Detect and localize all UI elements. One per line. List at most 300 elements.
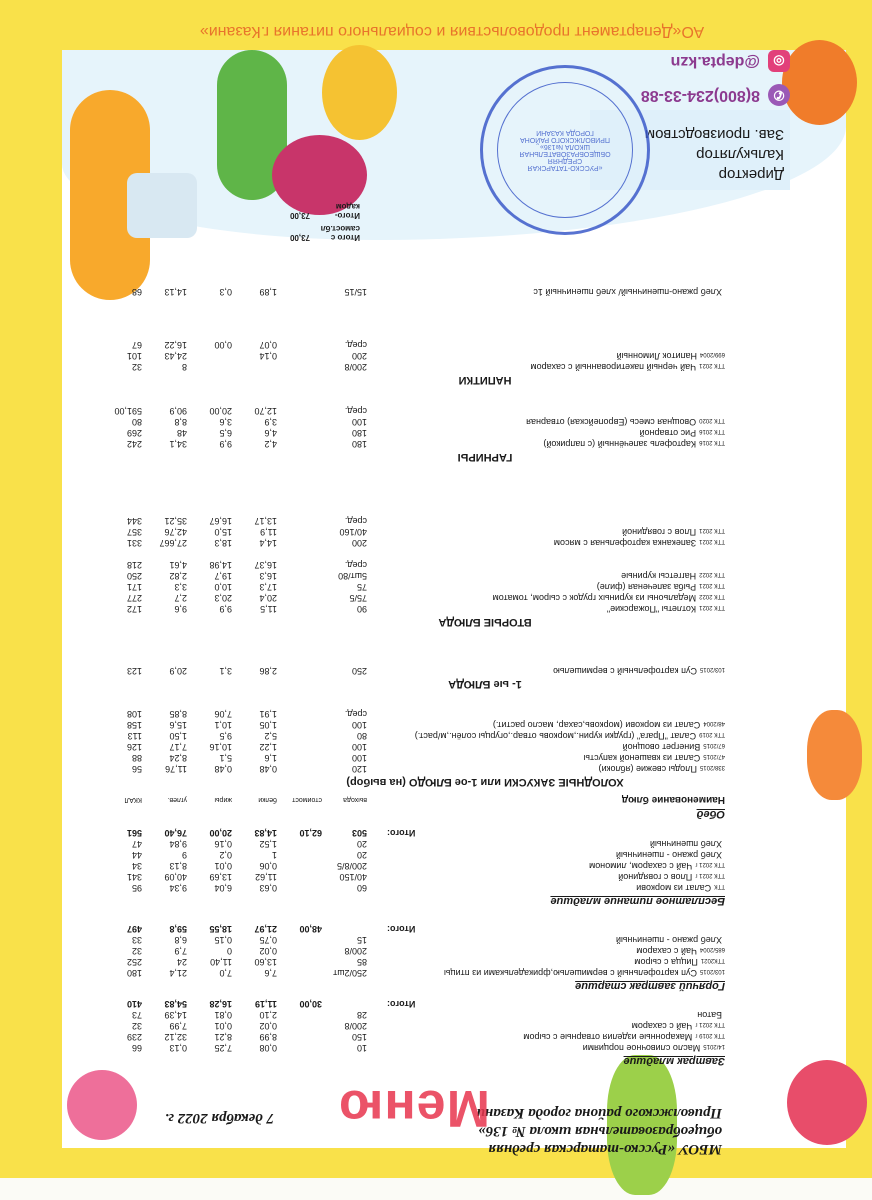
dish-name: Чай с сахаром — [631, 1021, 693, 1031]
official-stamp — [480, 65, 650, 235]
cell-protein: 3,9 — [264, 417, 277, 427]
total-row — [85, 923, 725, 934]
dish-name: Наггетсы куриные — [621, 571, 697, 581]
dish-name: Чай с сахаром, лимоном — [589, 861, 693, 871]
dish-name: Картофель запечённый (с паприкой) — [543, 439, 697, 449]
cell-carb: 34,1 — [169, 439, 187, 449]
cell-protein: 0,07 — [259, 340, 277, 350]
dish-name: Медальоны из куриных грудок с сыром, томатом — [492, 593, 697, 603]
total-row — [85, 998, 725, 1009]
cell-out: 180 — [351, 428, 367, 438]
carrot-illustration — [807, 710, 862, 800]
cell-kcal: 591,00 — [114, 406, 142, 416]
total-kcal: 561 — [126, 828, 142, 838]
col-name: Наименование блюд — [621, 794, 725, 805]
cell-protein: 13,17 — [254, 516, 277, 526]
pear-illustration — [322, 45, 397, 140]
section-heading: Бесплатное питание младшие — [550, 895, 725, 907]
cell-kcal: 113 — [127, 731, 142, 741]
cell-kcal: 239 — [126, 1032, 142, 1042]
cell-kcal: 66 — [131, 1043, 142, 1053]
cell-out: сред. — [344, 340, 367, 350]
cell-out: сред. — [344, 709, 367, 719]
dish-code: ТТК — [714, 883, 725, 889]
cell-out: 200/8 — [344, 362, 367, 372]
dish-code: 699/2004 — [699, 351, 725, 357]
table-row — [85, 763, 725, 774]
cell-kcal: 32 — [131, 1021, 142, 1031]
cell-kcal: 252 — [126, 957, 142, 967]
cell-fat: 0,16 — [214, 839, 232, 849]
cell-carb: 16,22 — [164, 340, 187, 350]
cell-carb: 15,6 — [169, 720, 187, 730]
table-row — [85, 548, 725, 559]
cell-kcal: 44 — [131, 850, 142, 860]
table-row — [85, 592, 725, 603]
yellow-band — [0, 0, 62, 1178]
cell-carb: 8,8 — [174, 417, 187, 427]
cell-protein: 2,10 — [259, 1010, 277, 1020]
total-label-group — [335, 202, 360, 220]
cell-out: 200/8 — [344, 946, 367, 956]
cell-out: 10 — [356, 1043, 367, 1053]
cell-out: 250 — [351, 666, 367, 676]
cell-protein: 20,4 — [259, 593, 277, 603]
cell-carb: 7,99 — [169, 1021, 187, 1031]
cell-kcal: 344 — [126, 516, 142, 526]
cell-carb: 8 — [181, 362, 187, 372]
cell-out: 150 — [351, 1032, 367, 1042]
cell-cost — [277, 284, 322, 297]
cell-fat: 3,1 — [219, 666, 232, 676]
table-row — [85, 708, 725, 719]
cell-protein: 0,02 — [259, 1021, 277, 1031]
total-out: 503 — [351, 828, 367, 838]
table-row — [85, 416, 725, 427]
cell-protein: 16,3 — [259, 571, 277, 581]
cell-fat: 0 — [226, 946, 232, 956]
cell-cost — [277, 706, 322, 719]
cell-fat: 13,69 — [209, 872, 232, 882]
cell-cost — [277, 663, 322, 676]
section-free-meal-junior — [85, 827, 725, 907]
cell-carb: 8,24 — [169, 753, 187, 763]
cell-kcal: 32 — [131, 362, 142, 372]
cell-carb: 3,3 — [174, 582, 187, 592]
total-out — [322, 998, 367, 1009]
table-row — [85, 967, 725, 978]
phone-contact — [641, 84, 790, 106]
table-row — [85, 526, 725, 537]
cell-protein: 1,52 — [259, 839, 277, 849]
section-hot-breakfast-senior — [85, 923, 725, 992]
table-row — [85, 515, 725, 526]
table-row — [85, 956, 725, 967]
cell-out: 75/5 — [349, 593, 367, 603]
category-second — [85, 515, 725, 630]
dish-code: 47/2015 — [703, 753, 725, 759]
cell-protein: 2,86 — [259, 666, 277, 676]
total-cost: 30,00 — [299, 999, 322, 1009]
dish-name: Хлеб ржано-пшеничный/ хлеб пшеничный 1с — [533, 287, 722, 297]
cell-fat: 0,81 — [214, 1010, 232, 1020]
radish-illustration — [787, 1060, 867, 1145]
cell-carb: 24 — [176, 957, 187, 967]
cell-out: 200/8/5 — [336, 861, 367, 871]
dish-name: Рис отварной — [639, 428, 697, 438]
table-row — [85, 570, 725, 581]
cell-kcal: 88 — [131, 753, 142, 763]
dish-name: Плов с говядиной — [622, 527, 697, 537]
cell-kcal: 101 — [126, 351, 142, 361]
phone-icon: ✆ — [768, 84, 790, 106]
cell-kcal: 56 — [131, 764, 142, 774]
table-row — [85, 719, 725, 730]
dish-code: 67/2015 — [703, 742, 725, 748]
orange-illustration — [782, 40, 857, 125]
total-fat: 18,55 — [209, 924, 232, 934]
category-drinks — [85, 339, 725, 388]
cell-fat: 0,01 — [214, 1021, 232, 1031]
dish-code: ТТК 2020 — [699, 417, 725, 423]
total-protein: 21,97 — [254, 924, 277, 934]
cell-kcal: 123 — [126, 666, 142, 676]
cell-cost — [277, 403, 322, 416]
cell-protein: 1,89 — [259, 287, 277, 297]
col-protein: белки — [258, 796, 277, 803]
dish-code: ТТК 2021 г — [695, 1021, 725, 1027]
dish-code: ТТК 2019 г — [695, 1032, 725, 1038]
radish-illustration — [67, 1070, 137, 1140]
dish-name: Салат "Прага" (грудки курин.,морковь отвар.,огурцы солён.,м/раст.) — [414, 731, 697, 741]
cell-fat: 0,00 — [214, 340, 232, 350]
table-row — [85, 559, 725, 570]
dish-code: 685/2004 — [699, 946, 725, 952]
category-heading: ХОЛОДНЫЕ ЗАКУСКИ или 1-ое БЛЮДО (на выбор) — [346, 776, 624, 788]
cell-out: 100 — [351, 720, 367, 730]
cell-kcal: 73 — [131, 1010, 142, 1020]
cell-protein: 11,5 — [260, 604, 277, 614]
dish-name: Хлеб ржано - пшеничный — [615, 935, 722, 945]
total-cost: 48,00 — [299, 924, 322, 934]
table-row — [85, 752, 725, 763]
cell-out: сред. — [344, 560, 367, 570]
table-row — [85, 537, 725, 548]
category-heading: НАПИТКИ — [458, 374, 512, 386]
total-label: Итого- — [334, 211, 360, 220]
table-row — [85, 882, 725, 893]
dish-code: ТТК 2021 — [699, 362, 725, 368]
cell-out: 28 — [356, 1010, 367, 1020]
section-breakfast-junior — [85, 998, 725, 1067]
cell-out: 200 — [351, 351, 367, 361]
cell-protein: 0,08 — [259, 1043, 277, 1053]
cell-kcal: 47 — [131, 839, 142, 849]
cell-out: 200/8 — [344, 1021, 367, 1031]
table-row — [85, 427, 725, 438]
dish-code: ТТК 2021 — [699, 538, 725, 544]
dish-code: ТТК 2016 — [699, 428, 725, 434]
cell-kcal: 33 — [131, 935, 142, 945]
total-sublabel: кадом — [335, 202, 360, 211]
cell-carb: 14,39 — [164, 1010, 187, 1020]
cell-carb: 1,50 — [169, 731, 187, 741]
table-row — [85, 934, 725, 945]
dish-name: Хлеб ржано - пшеничный — [615, 850, 722, 860]
cell-kcal: 32 — [131, 946, 142, 956]
category-first — [85, 665, 725, 692]
dish-name: Макаронные изделия отварные с сыром — [523, 1032, 693, 1042]
dish-name: Масло сливочное порциями — [582, 1043, 701, 1053]
dish-name: Плоды свежие (яблоки) — [598, 764, 697, 774]
cell-carb: 14,13 — [164, 287, 187, 297]
cell-out: 5шт/80 — [338, 571, 367, 581]
signature-director: Директор — [718, 166, 784, 183]
dish-name-cell — [367, 284, 725, 297]
cell-carb: 9,84 — [169, 839, 187, 849]
cell-kcal: 277 — [126, 593, 142, 603]
cell-fat: 16,67 — [209, 516, 232, 526]
category-heading: ВТОРЫЕ БЛЮДА — [438, 616, 532, 628]
dish-name: Чай черный пакетированный с сахаром — [530, 362, 697, 372]
cell-out: 75 — [356, 582, 367, 592]
cell-out: сред. — [344, 516, 367, 526]
cell-out: 100 — [351, 742, 367, 752]
cell-fat: 5,1 — [219, 753, 232, 763]
col-out: выхода — [343, 796, 367, 803]
dish-code: ТТК2021 — [700, 957, 725, 963]
table-row — [85, 361, 725, 372]
cell-out: 20 — [356, 850, 367, 860]
dish-name: Суп картофельный с вермишелью — [553, 666, 697, 676]
cell-out: 250/2шт — [333, 968, 367, 978]
totals-box — [290, 198, 360, 242]
dish-name: Салат из моркови (морковь,сахар, масло растит.) — [492, 720, 701, 730]
col-cost: стоимост — [292, 796, 322, 803]
instagram-contact — [671, 50, 790, 72]
cell-kcal: 80 — [131, 417, 142, 427]
dish-name: Винегрет овощной — [622, 742, 701, 752]
dish-code: 14/2015 — [703, 1043, 725, 1049]
cell-fat: 9,9 — [219, 604, 232, 614]
dish-code: ТТК 2022 — [699, 593, 725, 599]
cell-fat: 15,0 — [214, 527, 232, 537]
table-row — [85, 1020, 725, 1031]
cell-kcal: 269 — [126, 428, 142, 438]
total-cost-label: Итого с самост.бл — [320, 224, 360, 242]
signature-calculator: Калькулятор — [696, 146, 784, 163]
dish-name-cell — [367, 663, 725, 676]
cell-carb: 7,9 — [174, 946, 187, 956]
cell-fat: 9,9 — [219, 439, 232, 449]
cell-kcal: 34 — [131, 861, 142, 871]
stamp-text: «РУССКО-ТАТАРСКАЯ СРЕДНЯЯ ОБЩЕОБРАЗОВАТЕЛЬНАЯ ШКОЛА №136» ПРИВОЛЖСКОГО РАЙОНА ГОРОДА КАЗАНИ — [519, 129, 611, 171]
table-row — [85, 741, 725, 752]
dish-code: ТТК 2016 — [699, 439, 725, 445]
cell-fat: 0,48 — [214, 764, 232, 774]
cell-out: 15/15 — [344, 287, 367, 297]
lunch-heading: Обед — [696, 808, 725, 820]
signature-production-head: Зав. производством — [644, 126, 784, 143]
table-row — [85, 730, 725, 741]
total-kcal: 497 — [126, 924, 142, 934]
cell-protein: 12,70 — [254, 406, 277, 416]
cell-fat: 0,15 — [214, 935, 232, 945]
cell-fat: 6,5 — [219, 428, 232, 438]
total-protein: 11,19 — [254, 999, 277, 1009]
cell-carb: 27,667 — [159, 538, 187, 548]
yellow-band — [846, 0, 872, 1178]
cell-protein: 1,91 — [259, 709, 277, 719]
cell-carb: 4,61 — [169, 560, 187, 570]
dish-code: ТТК 2019 — [699, 731, 725, 737]
cell-fat: 0,2 — [219, 850, 232, 860]
cell-protein: 13,60 — [254, 957, 277, 967]
table-row — [85, 286, 725, 297]
section-heading: Горячий завтрак старшие — [575, 980, 725, 992]
dish-name-cell — [367, 706, 725, 719]
col-kcal: ККАЛ — [124, 796, 142, 803]
cell-protein: 11,62 — [255, 872, 277, 882]
table-row — [85, 405, 725, 416]
cell-out: 85 — [356, 957, 367, 967]
cell-protein: 0,02 — [259, 946, 277, 956]
cell-carb: 9,34 — [169, 883, 187, 893]
cell-fat: 6,04 — [214, 883, 232, 893]
cell-fat: 18,3 — [214, 538, 232, 548]
cell-cost — [277, 513, 322, 526]
cell-fat: 8,21 — [214, 1032, 232, 1042]
instagram-handle[interactable]: @depta.kzn — [670, 53, 760, 70]
dish-code: ТТК 2022 — [699, 571, 725, 577]
cell-out: 40/160 — [339, 527, 367, 537]
dish-name: Салат из квашеной капусты — [583, 753, 701, 763]
cell-protein: 11,9 — [260, 527, 277, 537]
cell-kcal: 242 — [126, 439, 142, 449]
cell-fat: 11,40 — [210, 957, 232, 967]
cell-kcal: 126 — [126, 742, 142, 752]
dish-code: ТТК 2021 — [699, 582, 725, 588]
category-heading: 1- ые БЛЮДА — [448, 678, 522, 690]
cell-protein: 0,06 — [259, 861, 277, 871]
cell-out: 90 — [356, 604, 367, 614]
table-row — [85, 860, 725, 871]
category-garnish — [85, 405, 725, 465]
cell-fat: 14,98 — [209, 560, 232, 570]
total-label: Итого: — [387, 924, 416, 934]
cell-protein: 0,48 — [259, 764, 277, 774]
menu-date: 7 декабря 2022 г. — [164, 1110, 274, 1126]
cell-out: 100 — [351, 753, 367, 763]
cell-kcal: 172 — [126, 604, 142, 614]
dish-name: Запеканка картофельная с мясом — [553, 538, 697, 548]
table-row — [85, 945, 725, 956]
dish-code: 48/2004 — [703, 720, 725, 726]
cell-kcal: 218 — [126, 560, 142, 570]
cell-carb: 24,43 — [164, 351, 187, 361]
cell-protein: 14,4 — [259, 538, 277, 548]
col-fat: жиры — [214, 796, 232, 803]
total-kcal: 410 — [126, 999, 142, 1009]
dish-code: 103/2015 — [699, 968, 725, 974]
cell-protein: 1,05 — [259, 720, 277, 730]
dish-name-cell — [367, 403, 725, 416]
dish-name: Суп картофельный с вермишелью,фрикадельками из птицы — [443, 968, 697, 978]
dish-name: Плов с говядиной — [618, 872, 693, 882]
cell-protein: 0,14 — [259, 351, 277, 361]
footer-organization: АО«Департамент продовольствия и социального питания г.Казани» — [199, 23, 705, 40]
total-label: Итого: — [387, 828, 416, 838]
table-header — [85, 792, 725, 806]
cell-carb: 9 — [181, 850, 187, 860]
cell-carb: 2,7 — [174, 593, 187, 603]
table-row — [85, 838, 725, 849]
cell-carb: 42,76 — [164, 527, 187, 537]
dish-code: 103/2015 — [699, 666, 725, 672]
category-cold — [85, 708, 725, 790]
cell-protein: 0,75 — [259, 935, 277, 945]
dish-name: Салат из моркови — [636, 883, 712, 893]
cell-fat: 3,6 — [219, 417, 232, 427]
cup-illustration — [127, 173, 197, 238]
cell-kcal: 180 — [126, 968, 142, 978]
total-label: Итого: — [387, 999, 416, 1009]
cell-kcal: 357 — [126, 527, 142, 537]
cell-fat: 10,0 — [214, 582, 232, 592]
dish-name-cell — [367, 337, 725, 350]
cell-protein: 16,37 — [254, 560, 277, 570]
dish-name: Батон — [697, 1010, 722, 1020]
cell-kcal: 158 — [126, 720, 142, 730]
cell-fat: 20,3 — [214, 593, 232, 603]
total-carb: 54,83 — [164, 999, 187, 1009]
cell-out: 80 — [356, 731, 367, 741]
table-row — [85, 581, 725, 592]
dish-name: Котлеты "Пожарские" — [606, 604, 697, 614]
total-value: 73,00 — [290, 211, 311, 220]
cell-out: 15 — [356, 935, 367, 945]
cell-carb: 2,82 — [169, 571, 187, 581]
cell-out: 200 — [351, 538, 367, 548]
instagram-icon: ◎ — [768, 50, 790, 72]
table-row — [85, 1009, 725, 1020]
cell-out: 120 — [351, 764, 367, 774]
dish-name-cell — [367, 513, 725, 526]
cell-out: 100 — [351, 417, 367, 427]
cell-carb: 8,85 — [169, 709, 187, 719]
cell-protein: 1 — [271, 850, 277, 860]
total-carb: 76,40 — [164, 828, 187, 838]
table-row — [85, 339, 725, 350]
table-row — [85, 1031, 725, 1042]
cell-protein: 17,3 — [259, 582, 277, 592]
menu-stamp: Меню — [337, 1079, 490, 1137]
cell-fat: 9,5 — [219, 731, 232, 741]
section-lunch — [85, 792, 725, 820]
section-heading: Завтрак младшие — [623, 1055, 725, 1067]
total-fat: 20,00 — [209, 828, 232, 838]
table-row — [85, 1042, 725, 1053]
cell-kcal: 108 — [126, 709, 142, 719]
cell-fat: 20,00 — [209, 406, 232, 416]
cell-kcal: 68 — [131, 287, 142, 297]
cell-fat: 10,1 — [214, 720, 232, 730]
cell-carb: 7,17 — [169, 742, 187, 752]
phone-number[interactable]: 8(800)234-33-88 — [640, 87, 760, 104]
total-protein: 14,83 — [254, 828, 277, 838]
table-row — [85, 871, 725, 882]
cell-fat: 0,01 — [214, 861, 232, 871]
